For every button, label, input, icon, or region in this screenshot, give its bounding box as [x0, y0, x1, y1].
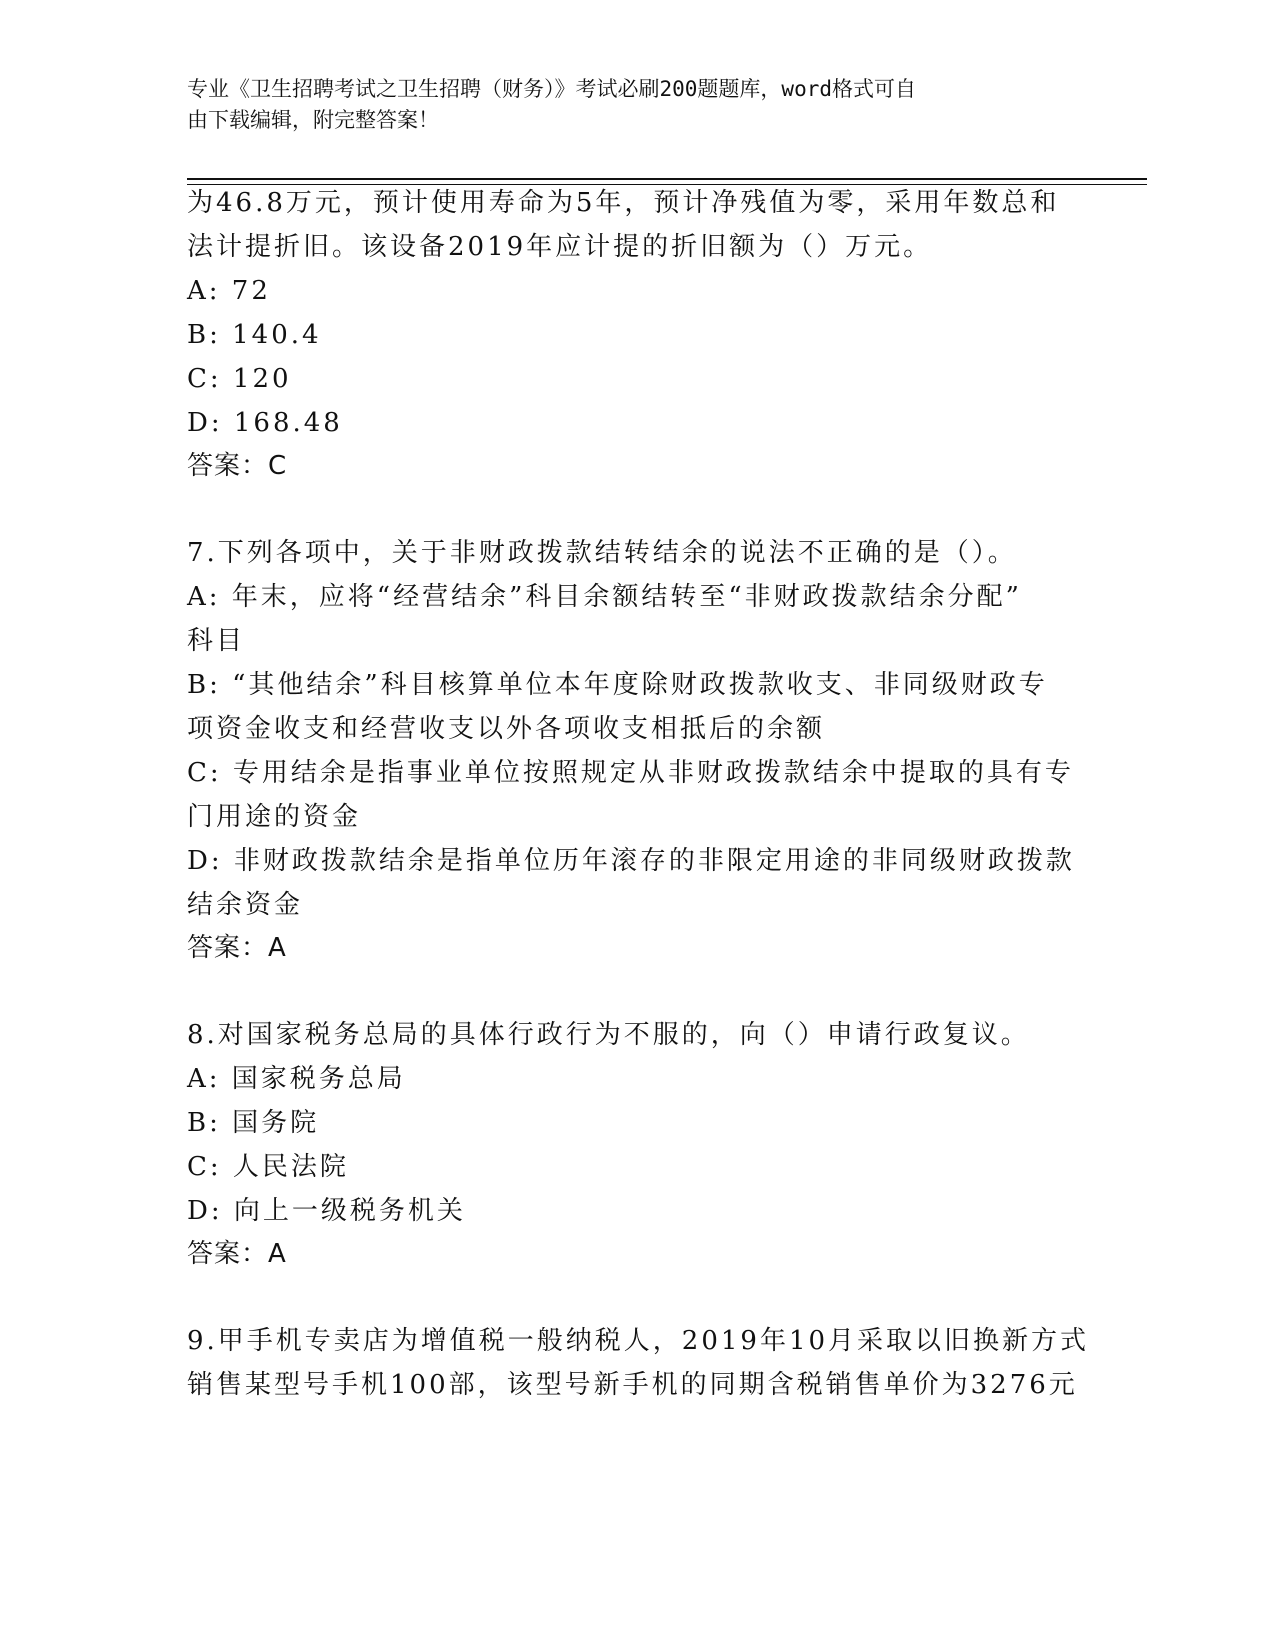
- q8-option-c: C: 人民法院: [187, 1152, 349, 1182]
- q7-option-d-line-2: 结余资金: [187, 890, 304, 920]
- q9-stem-line-2: 销售某型号手机100部，该型号新手机的同期含税销售单价为3276元: [187, 1370, 1078, 1400]
- q7-option-d-line-1: D: 非财政拨款结余是指单位历年滚存的非限定用途的非同级财政拨款: [187, 846, 1075, 876]
- header-line-2: 由下载编辑，附完整答案！: [187, 108, 439, 132]
- q8-stem: 8.对国家税务总局的具体行政行为不服的，向（）申请行政复议。: [187, 1020, 1030, 1050]
- q7-answer: 答案：A: [187, 933, 287, 963]
- q6-stem-line-1: 为46.8万元，预计使用寿命为5年，预计净残值为零，采用年数总和: [187, 188, 1060, 218]
- q6-option-b: B: 140.4: [187, 320, 322, 350]
- header-divider-thin: [187, 184, 1147, 185]
- header-divider-thick: [187, 178, 1147, 180]
- q7-option-b-line-1: B: “其他结余”科目核算单位本年度除财政拨款收支、非同级财政专: [187, 670, 1048, 700]
- q9-stem-line-1: 9.甲手机专卖店为增值税一般纳税人，2019年10月采取以旧换新方式: [187, 1326, 1090, 1356]
- q7-stem: 7.下列各项中，关于非财政拨款结转结余的说法不正确的是（）。: [187, 538, 1017, 568]
- q8-option-d: D: 向上一级税务机关: [187, 1196, 466, 1226]
- q7-option-a-line-2: 科目: [187, 626, 246, 656]
- q7-option-a-line-1: A: 年末，应将“经营结余”科目余额结转至“非财政拨款结余分配”: [187, 582, 1022, 612]
- document-header: [187, 74, 1067, 136]
- q6-stem-line-2: 法计提折旧。该设备2019年应计提的折旧额为（）万元。: [187, 232, 933, 262]
- q7-option-b-line-2: 项资金收支和经营收支以外各项收支相抵后的余额: [187, 714, 826, 744]
- q8-option-b: B: 国务院: [187, 1108, 320, 1138]
- q7-option-c-line-1: C: 专用结余是指事业单位按照规定从非财政拨款结余中提取的具有专: [187, 758, 1074, 788]
- q7-option-c-line-2: 门用途的资金: [187, 802, 362, 832]
- q6-answer: 答案：C: [187, 451, 288, 481]
- q8-answer: 答案：A: [187, 1239, 287, 1269]
- q8-option-a: A: 国家税务总局: [187, 1064, 406, 1094]
- q6-option-c: C: 120: [187, 364, 292, 394]
- q6-option-a: A: 72: [187, 276, 271, 306]
- q6-option-d: D: 168.48: [187, 408, 343, 438]
- header-line-1: 专业《卫生招聘考试之卫生招聘（财务）》考试必刷200题题库，word格式可自: [187, 77, 916, 101]
